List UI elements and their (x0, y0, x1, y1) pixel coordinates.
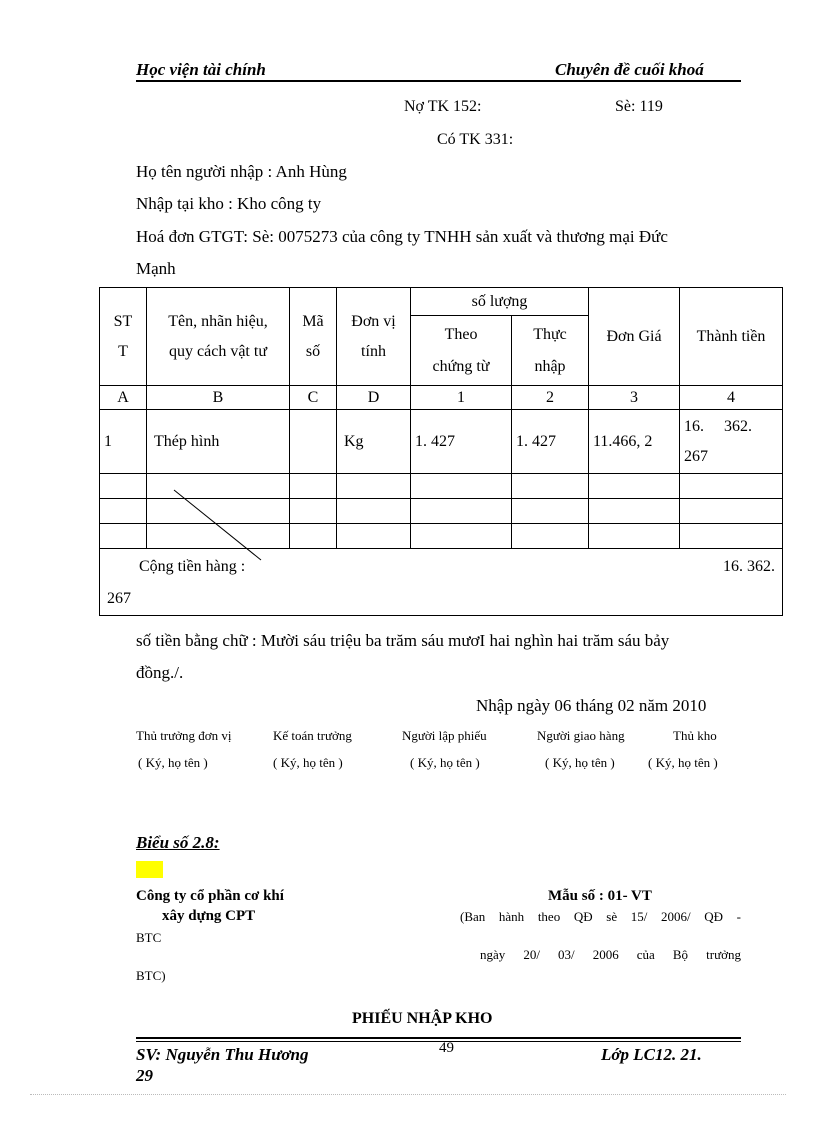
cell-qty-document: 1. 427 (411, 410, 512, 474)
letter-cell: A (100, 386, 147, 410)
amount-in-words: số tiền bằng chữ : Mười sáu triệu ba trăm sáu mươI hai nghìn hai trăm sáu bảy (136, 631, 670, 650)
cell-amount: 16. 362. 267 (680, 410, 783, 474)
amount-in-words-cont: đồng./. (136, 663, 184, 682)
col-header-code: Mã số (290, 288, 337, 386)
col-header-unit: Đơn vị tính (337, 288, 411, 386)
form-code: Mẫu số : 01- VT (548, 888, 652, 904)
voucher-number: Sè: 119 (615, 98, 663, 115)
signature-role: Người giao hàng (537, 728, 625, 743)
total-label: Cộng tiền hàng : (139, 558, 246, 575)
signature-note: ( Ký, họ tên ) (273, 755, 343, 770)
form-issued-date: ngày 20/ 03/ 2006 của Bộ trưởng (480, 947, 741, 962)
col-header-amount: Thành tiền (680, 288, 783, 386)
form-issued-by: (Ban hành theo QĐ sè 15/ 2006/ QĐ - (460, 909, 741, 924)
cancel-diagonal-line (99, 480, 782, 570)
cell-unit: Kg (337, 410, 411, 474)
total-value-cont: 267 (107, 590, 131, 607)
header-rule (136, 80, 741, 82)
letter-cell: 4 (680, 386, 783, 410)
form-issued-cont: BTC) (136, 968, 166, 983)
letter-cell: B (147, 386, 290, 410)
signature-role: Thủ trưởng đơn vị (136, 728, 232, 743)
col-header-qty-document: Theo chứng từ (411, 316, 512, 386)
col-header-name: Tên, nhãn hiệu, quy cách vật tư (147, 288, 290, 386)
page-number: 49 (439, 1040, 454, 1056)
footer-rule-top (136, 1037, 741, 1039)
letter-cell: 3 (589, 386, 680, 410)
company-line-btc: BTC (136, 930, 162, 945)
company-name-cont: xây dựng CPT (162, 908, 256, 924)
col-header-price: Đơn Giá (589, 288, 680, 386)
table-row (100, 410, 783, 474)
total-value: 16. 362. (723, 558, 775, 575)
cell-price: 11.466, 2 (589, 410, 680, 474)
footer-student: SV: Nguyễn Thu Hương (136, 1045, 309, 1064)
signature-role: Người lập phiếu (402, 728, 487, 743)
footer-student-cont: 29 (136, 1066, 153, 1085)
signature-note: ( Ký, họ tên ) (545, 755, 615, 770)
header-report-title: Chuyên đề cuối khoá (555, 60, 704, 79)
footer-class: Lớp LC12. 21. (601, 1045, 702, 1064)
cell-name: Thép hình (147, 410, 290, 474)
signature-role: Thủ kho (673, 728, 717, 743)
receiver-line: Họ tên người nhập : Anh Hùng (136, 162, 347, 181)
col-header-quantity: số lượng (411, 288, 589, 316)
debit-account: Nợ TK 152: (404, 98, 482, 115)
letter-cell: 1 (411, 386, 512, 410)
credit-account: Có TK 331: (437, 131, 514, 148)
document-title: PHIẾU NHẬP KHO (352, 1010, 493, 1027)
letter-cell: C (290, 386, 337, 410)
invoice-line: Hoá đơn GTGT: Sè: 0075273 của công ty TNHH sản xuất và thương mại Đức (136, 227, 668, 246)
company-name: Công ty cổ phần cơ khí (136, 888, 284, 904)
page-bottom-border (30, 1094, 786, 1095)
highlight-mark (136, 861, 163, 878)
cell-stt: 1 (100, 410, 147, 474)
letter-cell: D (337, 386, 411, 410)
signature-note: ( Ký, họ tên ) (410, 755, 480, 770)
cell-qty-actual: 1. 427 (512, 410, 589, 474)
signature-note: ( Ký, họ tên ) (138, 755, 208, 770)
entry-date: Nhập ngày 06 tháng 02 năm 2010 (476, 696, 707, 715)
exhibit-title: Biểu số 2.8: (136, 833, 220, 852)
cell-code (290, 410, 337, 474)
letter-cell: 2 (512, 386, 589, 410)
signature-note: ( Ký, họ tên ) (648, 755, 718, 770)
signature-role: Kế toán trưởng (273, 728, 352, 743)
invoice-line-cont: Mạnh (136, 259, 176, 278)
col-header-qty-actual: Thực nhập (512, 316, 589, 386)
warehouse-line: Nhập tại kho : Kho công ty (136, 194, 322, 213)
col-header-stt: ST T (100, 288, 147, 386)
header-institution: Học viện tài chính (136, 60, 266, 79)
